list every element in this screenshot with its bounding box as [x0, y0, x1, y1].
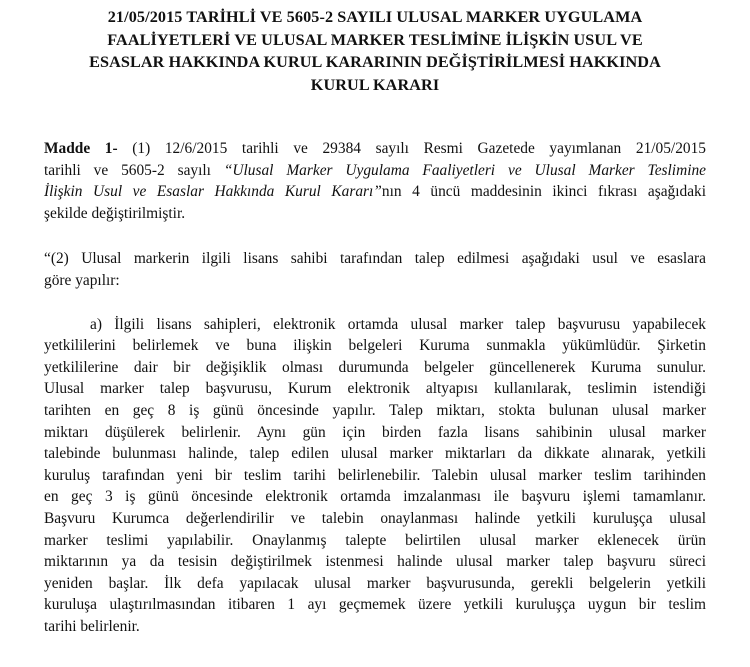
- item-line: yetkililerine dair bir değişiklik olması durumunda belgeler güncellenerek Kuruma sunulur.: [44, 358, 706, 376]
- decision-title-italic: “Ulusal Marker Uygulama Faaliyetleri ve Ulusal Marker Teslimine: [223, 161, 706, 179]
- article-text: (1) 12/6/2015 tarihli ve 29384 sayılı Resmi Gazetede yayımlanan 21/05/2015: [132, 140, 706, 157]
- article-paragraph: [44, 138, 706, 224]
- document-title: [44, 6, 706, 96]
- item-line: Başvuru Kurumca değerlendirilir ve talebin onaylanması halinde yetkili kuruluşça ulusal: [44, 509, 706, 527]
- article-line: [44, 181, 706, 203]
- title-line: KURUL KARARI: [310, 75, 440, 94]
- item-line: en geç 3 iş günü öncesinde elektronik ortamda imzalanması ile başvuru işlemi tamamlanır.: [44, 488, 706, 506]
- article-line: şekilde değiştirilmiştir.: [44, 204, 186, 222]
- item-line: yeniden başlar. İlk defa yapılacak ulusal marker başvurusunda, gerekli belgelerin yetkili: [44, 574, 706, 592]
- article-text: nın 4 üncü maddesinin ikinci fıkrası aşağıdaki: [381, 183, 706, 201]
- item-line: miktarı düşülerek belirlenir. Aynı gün için birden fazla lisans sahibinin ulusal marker: [44, 423, 706, 441]
- item-line: marker teslimi yapılabilir. Onaylanmış talepte belirtilen ulusal marker eklenecek ürün: [44, 531, 706, 549]
- item-line: kuruluş tarafından yeni bir teslim tarihi belirlenebilir. Talebin ulusal marker teslim tarihinden: [44, 466, 706, 484]
- article-line: [44, 160, 706, 182]
- amendment-paragraph: [44, 248, 706, 291]
- item-line: miktarının ya da tesisin değiştirilmek istenmesi halinde ulusal marker talep başvuru süreci: [44, 553, 706, 571]
- item-line: talebinde bulunması halinde, talep edilen ulusal marker miktarları da dikkate alınarak, yetkili: [44, 445, 706, 463]
- article-text: tarihli ve 5605-2 sayılı: [44, 161, 224, 179]
- article-line: [44, 138, 706, 160]
- title-line: FAALİYETLERİ VE ULUSAL MARKER TESLİMİNE İLİŞKİN USUL VE: [107, 30, 643, 49]
- item-line: yetkililerini belirlemek ve buna ilişkin belgeleri Kuruma sunmakla yükümlüdür. Şirketin: [44, 337, 706, 355]
- item-line: [44, 314, 706, 336]
- item-line: Ulusal marker talep başvurusu, Kurum elektronik altyapısı kullanılarak, teslimin istendiği: [44, 380, 706, 398]
- amendment-line: göre yapılır:: [44, 271, 120, 289]
- decision-title-italic: İlişkin Usul ve Esaslar Hakkında Kurul Kararı”: [44, 183, 382, 201]
- item-a-paragraph: [44, 314, 706, 638]
- item-line: kuruluşa ulaştırılmasından itibaren 1 ayı geçmemek üzere yetkili kuruluşça uygun bir teslim: [44, 596, 706, 614]
- title-line: ESASLAR HAKKINDA KURUL KARARININ DEĞİŞTİRİLMESİ HAKKINDA: [89, 53, 661, 71]
- title-line: 21/05/2015 TARİHLİ VE 5605-2 SAYILI ULUSAL MARKER UYGULAMA: [107, 8, 643, 26]
- item-line-text: a) İlgili lisans sahipleri, elektronik ortamda ulusal marker talep başvurusu yapabilecek: [90, 315, 706, 333]
- amendment-line: “(2) Ulusal markerin ilgili lisans sahibi tarafından talep edilmesi aşağıdaki usul ve esaslara: [44, 250, 706, 268]
- article-label: Madde 1-: [44, 140, 118, 157]
- item-line: tarihten en geç 8 iş günü öncesinde yapılır. Talep miktarı, stokta bulunan ulusal marker: [44, 401, 706, 419]
- item-line: tarihi belirlenir.: [44, 617, 140, 635]
